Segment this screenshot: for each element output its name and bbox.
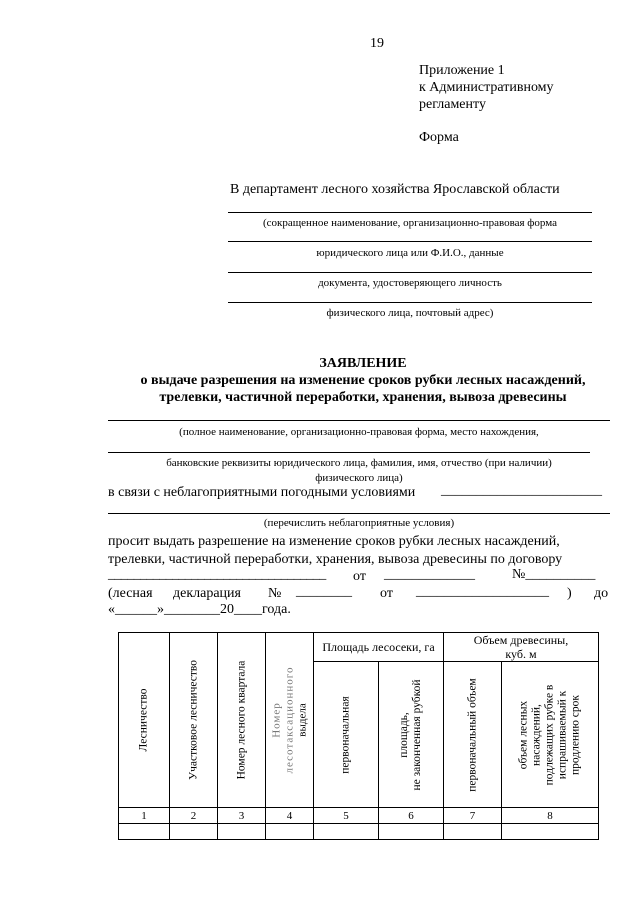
addressee-hint-1: (сокращенное наименование, организационно-правовая форма xyxy=(262,217,558,229)
column-number: 1 xyxy=(119,808,170,824)
appendix-line2: к Административному xyxy=(419,80,554,95)
header-volume-group: Объем древесины, куб. м xyxy=(444,633,599,662)
column-number: 5 xyxy=(314,808,379,824)
applicant-hint-2: банковские реквизиты юридического лица, фамилия, имя, отчество (при наличии) xyxy=(166,457,552,469)
document-subtitle-1: о выдаче разрешения на изменение сроков рубки лесных насаждений, xyxy=(140,373,586,388)
column-number: 7 xyxy=(444,808,502,824)
appendix-title: Приложение 1 xyxy=(419,63,505,78)
request-line-2: трелевки, частичной переработки, хранения, вывоза древесины по договору xyxy=(108,552,563,567)
column-number: 6 xyxy=(379,808,444,824)
contract-number: №__________ xyxy=(512,567,596,582)
fill-line xyxy=(228,212,592,213)
fill-line xyxy=(228,302,592,303)
addressee-hint-3: документа, удостоверяющего личность xyxy=(318,277,502,289)
contract-blank: __________________________________ xyxy=(108,567,326,582)
date-line: «______»________20____года. xyxy=(108,602,291,617)
declaration-until: до xyxy=(594,586,609,601)
header-allotment: Номер лесотаксационного выдела xyxy=(266,633,314,808)
table-cell[interactable] xyxy=(266,824,314,840)
table-cell[interactable] xyxy=(314,824,379,840)
addressee-hint-2: юридического лица или Ф.И.О., данные xyxy=(316,247,504,259)
addressee-hint-4: физического лица, почтовый адрес) xyxy=(326,307,494,319)
addressee-line: В департамент лесного хозяйства Ярославской области xyxy=(230,182,560,197)
column-number: 3 xyxy=(218,808,266,824)
column-number-row xyxy=(119,808,599,824)
header-forestry: Лесничество xyxy=(119,633,170,808)
header-volume-extension: объем лесных насаждений, подлежащих рубке в испрашиваемый к продлению срок xyxy=(502,662,599,808)
request-line-1: просит выдать разрешение на изменение сроков рубки лесных насаждений, xyxy=(108,534,560,549)
weather-text: в связи с неблагоприятными погодными условиями xyxy=(108,485,416,500)
fill-line xyxy=(108,420,610,421)
table-row xyxy=(119,824,599,840)
header-volume-initial: первоначальный объем xyxy=(444,662,502,808)
form-label: Форма xyxy=(419,130,459,145)
declaration-number-sign: № xyxy=(268,586,282,601)
header-district: Участковое лесничество xyxy=(170,633,218,808)
fill-line xyxy=(228,272,592,273)
weather-hint: (перечислить неблагоприятные условия) xyxy=(263,517,455,529)
table-cell[interactable] xyxy=(444,824,502,840)
appendix-line3: регламенту xyxy=(419,97,486,112)
fill-line xyxy=(228,241,592,242)
table-cell[interactable] xyxy=(119,824,170,840)
contract-from: от xyxy=(353,569,366,584)
table-cell[interactable] xyxy=(170,824,218,840)
declaration-open: (лесная xyxy=(108,586,153,601)
data-table xyxy=(118,632,599,840)
document-subtitle-2: трелевки, частичной переработки, хранения, вывоза древесины xyxy=(159,390,567,405)
header-area-initial: первоначальная xyxy=(314,662,379,808)
page-number: 19 xyxy=(370,36,384,51)
applicant-hint-1: (полное наименование, организационно-правовая форма, место нахождения, xyxy=(179,426,539,438)
declaration-close: ) xyxy=(567,586,572,601)
header-area-unfinished: площадь, не законченная рубкой xyxy=(379,662,444,808)
table-cell[interactable] xyxy=(218,824,266,840)
applicant-hint-3: физического лица) xyxy=(315,472,403,484)
header-area-group: Площадь лесосеки, га xyxy=(314,633,444,662)
table-cell[interactable] xyxy=(379,824,444,840)
weather-blank: _______________________ xyxy=(441,483,602,498)
declaration-word: декларация xyxy=(173,586,241,601)
declaration-number-blank: ________ xyxy=(296,584,352,599)
column-number: 2 xyxy=(170,808,218,824)
column-number: 8 xyxy=(502,808,599,824)
fill-line xyxy=(108,452,590,453)
declaration-from: от xyxy=(380,586,393,601)
fill-line xyxy=(108,513,610,514)
column-number: 4 xyxy=(266,808,314,824)
table-cell[interactable] xyxy=(502,824,599,840)
declaration-date-blank: ___________________ xyxy=(416,584,549,599)
header-quarter: Номер лесного квартала xyxy=(218,633,266,808)
document-title: ЗАЯВЛЕНИЕ xyxy=(319,356,407,371)
contract-date-blank: _____________ xyxy=(384,567,475,582)
